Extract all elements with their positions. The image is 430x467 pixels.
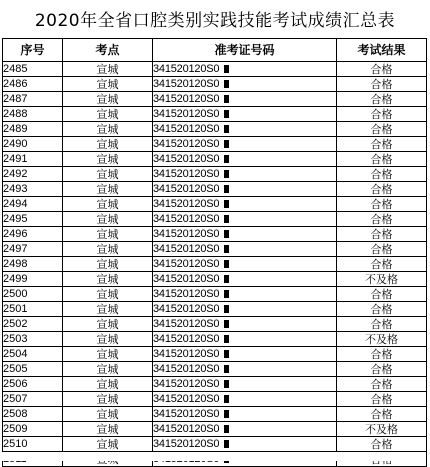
ticket-column-header: 准考证号码 [153,39,337,62]
result-cell: 合格 [337,197,427,212]
ticket-cell [153,152,337,167]
seq-cell: 2503 [3,332,63,347]
seq-cell: 2493 [3,182,63,197]
seq-cell: 2502 [3,317,63,332]
table-row [3,422,427,437]
ticket-number-text: 341520120S0 [153,332,220,345]
ticket-number-text: 341520120S0 [153,362,220,375]
redaction-mark [224,155,229,163]
redaction-mark [224,95,229,103]
result-cell: 合格 [337,287,427,302]
ticket-cell [153,137,337,152]
table-row [3,62,427,77]
ticket-cell [153,332,337,347]
site-cell: 宣城 [63,122,153,137]
site-cell: 宣城 [63,182,153,197]
table-row [3,257,427,272]
seq-cell: 2504 [3,347,63,362]
seq-cell: 2485 [3,62,63,77]
table-row [3,107,427,122]
result-cell: 不及格 [337,422,427,437]
ticket-cell [153,62,337,77]
site-cell: 宣城 [63,317,153,332]
table-row [3,77,427,92]
redaction-mark [224,170,229,178]
seq-cell: 2486 [3,77,63,92]
ticket-cell [153,77,337,92]
redaction-mark [224,350,229,358]
ticket-number-text: 341520120S0 [153,212,220,225]
ticket-number-text: 341520120S0 [153,347,220,360]
result-cell: 合格 [337,437,427,452]
ticket-cell [153,167,337,182]
site-cell: 宣城 [63,107,153,122]
seq-cell: 2501 [3,302,63,317]
ticket-number-text: 341520120S0 [153,422,220,435]
result-cell: 合格 [337,377,427,392]
result-cell: 不及格 [337,272,427,287]
table-row [3,197,427,212]
redaction-mark [224,200,229,208]
table-row [3,152,427,167]
ticket-number-text: 341520120S0 [153,77,220,90]
table-row [3,167,427,182]
site-cell: 宣城 [63,332,153,347]
crop-edge [2,452,426,461]
site-cell: 宣城 [63,392,153,407]
ticket-cell [153,362,337,377]
seq-cell: 2510 [3,437,63,452]
ticket-cell [153,242,337,257]
score-table [2,38,427,467]
ticket-cell [153,92,337,107]
result-cell: 合格 [337,392,427,407]
redaction-mark [224,305,229,313]
site-cell: 宣城 [63,152,153,167]
ticket-number-text: 341520120S0 [153,257,220,270]
ticket-cell [153,302,337,317]
seq-cell: 2496 [3,227,63,242]
result-cell: 合格 [337,212,427,227]
ticket-cell [153,197,337,212]
result-cell: 合格 [337,362,427,377]
table-row [3,362,427,377]
redaction-mark [224,365,229,373]
table-row [3,122,427,137]
redaction-mark [224,320,229,328]
site-cell: 宣城 [63,437,153,452]
seq-cell: 2498 [3,257,63,272]
redaction-mark [224,380,229,388]
ticket-number-text: 341520120S0 [153,137,220,150]
table-row [3,212,427,227]
ticket-cell [153,437,337,452]
site-cell: 宣城 [63,242,153,257]
ticket-number-text: 341520120S0 [153,182,220,195]
ticket-number-text: 341520120S0 [153,167,220,180]
seq-cell: 2497 [3,242,63,257]
redaction-mark [224,215,229,223]
seq-cell: 2491 [3,152,63,167]
table-row [3,347,427,362]
ticket-cell [153,407,337,422]
result-cell: 合格 [337,122,427,137]
redaction-mark [224,395,229,403]
seq-column-header: 序号 [3,39,63,62]
ticket-cell [153,107,337,122]
redaction-mark [224,440,229,448]
ticket-cell [153,182,337,197]
site-cell: 宣城 [63,257,153,272]
redaction-mark [224,410,229,418]
seq-cell: 2509 [3,422,63,437]
ticket-number-text: 341520120S0 [153,62,220,75]
seq-cell: 2500 [3,287,63,302]
seq-cell: 2490 [3,137,63,152]
site-cell: 宣城 [63,227,153,242]
ticket-cell [153,347,337,362]
table-row [3,287,427,302]
ticket-number-text: 341520120S0 [153,272,220,285]
site-cell: 宣城 [63,92,153,107]
ticket-number-text: 341520120S0 [153,377,220,390]
redaction-mark [224,110,229,118]
site-cell: 宣城 [63,197,153,212]
site-cell: 宣城 [63,212,153,227]
result-cell: 合格 [337,317,427,332]
site-cell: 宣城 [63,287,153,302]
seq-cell: 2507 [3,392,63,407]
seq-cell: 2495 [3,212,63,227]
ticket-cell [153,122,337,137]
ticket-cell [153,377,337,392]
ticket-number-text: 341520120S0 [153,122,220,135]
redaction-mark [224,125,229,133]
table-row [3,302,427,317]
redaction-mark [224,260,229,268]
site-cell: 宣城 [63,272,153,287]
result-cell: 合格 [337,227,427,242]
ticket-cell [153,392,337,407]
redaction-mark [224,185,229,193]
table-row [3,437,427,452]
seq-cell: 2489 [3,122,63,137]
site-cell: 宣城 [63,422,153,437]
result-cell: 合格 [337,92,427,107]
ticket-cell [153,212,337,227]
site-cell: 宣城 [63,167,153,182]
ticket-number-text: 341520120S0 [153,317,220,330]
result-cell: 合格 [337,137,427,152]
site-cell: 宣城 [63,347,153,362]
table-body [3,62,427,467]
redaction-mark [224,230,229,238]
result-cell: 合格 [337,62,427,77]
redaction-mark [224,335,229,343]
ticket-number-text: 341520120S0 [153,437,220,450]
site-cell: 宣城 [63,377,153,392]
redaction-mark [224,290,229,298]
seq-cell: 2508 [3,407,63,422]
result-cell: 不及格 [337,332,427,347]
seq-cell: 2488 [3,107,63,122]
result-cell: 合格 [337,152,427,167]
result-cell: 合格 [337,347,427,362]
redaction-mark [224,65,229,73]
ticket-number-text: 341520120S0 [153,107,220,120]
seq-cell: 2492 [3,167,63,182]
table-row [3,392,427,407]
ticket-number-text: 341520120S0 [153,227,220,240]
ticket-cell [153,257,337,272]
result-cell: 合格 [337,257,427,272]
result-cell: 合格 [337,302,427,317]
result-cell: 合格 [337,167,427,182]
result-column-header: 考试结果 [337,39,427,62]
site-cell: 宣城 [63,77,153,92]
result-cell: 合格 [337,77,427,92]
redaction-mark [224,245,229,253]
redaction-mark [224,275,229,283]
ticket-number-text: 341520120S0 [153,92,220,105]
page-title: 2020年全省口腔类别实践技能考试成绩汇总表 [34,11,396,31]
site-cell: 宣城 [63,302,153,317]
table-row [3,227,427,242]
redaction-mark [224,140,229,148]
table-row [3,407,427,422]
ticket-number-text: 341520120S0 [153,392,220,405]
ticket-cell [153,422,337,437]
table-row [3,377,427,392]
seq-cell: 2494 [3,197,63,212]
redaction-mark [224,80,229,88]
site-cell: 宣城 [63,407,153,422]
table-row [3,242,427,257]
site-column-header: 考点 [63,39,153,62]
table-row [3,272,427,287]
ticket-number-text: 341520120S0 [153,197,220,210]
ticket-cell [153,227,337,242]
result-cell: 合格 [337,107,427,122]
result-cell: 合格 [337,407,427,422]
seq-cell: 2505 [3,362,63,377]
ticket-number-text: 341520120S0 [153,407,220,420]
result-cell: 合格 [337,242,427,257]
result-cell: 合格 [337,182,427,197]
site-cell: 宣城 [63,362,153,377]
seq-cell: 2487 [3,92,63,107]
ticket-cell [153,272,337,287]
table-row [3,332,427,347]
ticket-cell [153,317,337,332]
ticket-number-text: 341520120S0 [153,242,220,255]
ticket-number-text: 341520120S0 [153,302,220,315]
header-row [3,39,427,62]
table-row [3,317,427,332]
ticket-number-text: 341520120S0 [153,287,220,300]
table-row [3,137,427,152]
seq-cell: 2506 [3,377,63,392]
table-row [3,182,427,197]
ticket-number-text: 341520120S0 [153,152,220,165]
site-cell: 宣城 [63,137,153,152]
table-row [3,92,427,107]
ticket-cell [153,287,337,302]
redaction-mark [224,425,229,433]
seq-cell: 2499 [3,272,63,287]
site-cell: 宣城 [63,62,153,77]
